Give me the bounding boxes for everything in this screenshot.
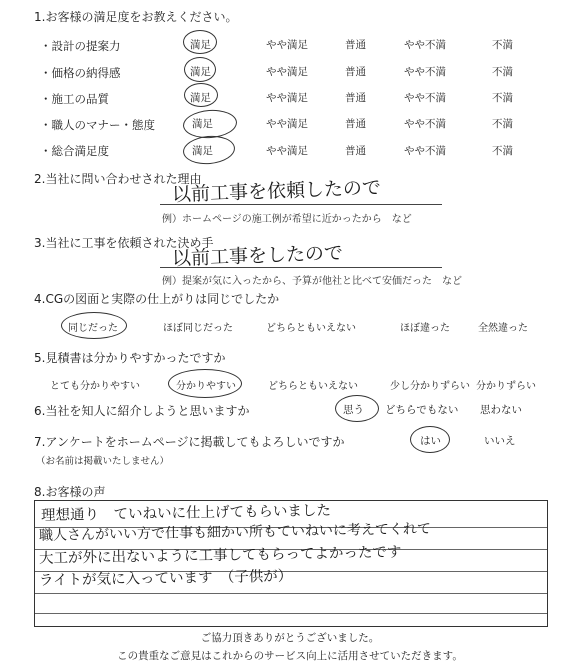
q1-item-label: ・施工の品質 bbox=[40, 92, 109, 106]
q1-title: 1.お客様の満足度をお教えください。 bbox=[34, 10, 238, 24]
q1-item-label: ・職人のマナー・態度 bbox=[40, 118, 155, 132]
q1-option-dissatisfied[interactable]: 不満 bbox=[492, 92, 513, 104]
voice-line-1: 理想通り ていねいに仕上げてもらいました bbox=[40, 502, 332, 524]
q2-example: 例）ホームページの施工例が希望に近かったから など bbox=[162, 214, 412, 225]
q7-note: （お名前は掲載いたしません） bbox=[36, 456, 170, 467]
q4-option-neither[interactable]: どちらともいえない bbox=[266, 323, 356, 334]
q4-option-same[interactable]: 同じだった bbox=[68, 323, 118, 334]
q1-option-neutral[interactable]: 普通 bbox=[345, 145, 366, 157]
q2-handwritten-answer: 以前工事を依頼したので bbox=[171, 176, 382, 206]
q1-option-somewhat-dissatisfied[interactable]: やや不満 bbox=[404, 145, 446, 157]
footer-message: この貴重なご意見はこれからのサービス向上に活用させていただきます。 bbox=[117, 650, 463, 662]
q5-option-clear[interactable]: 分かりやすい bbox=[176, 381, 236, 392]
q6-option-neither[interactable]: どちらでもない bbox=[385, 404, 459, 416]
ruled-line bbox=[35, 613, 547, 614]
q1-item-label: ・設計の提案力 bbox=[40, 39, 121, 53]
q1-option-somewhat-satisfied[interactable]: やや満足 bbox=[266, 145, 308, 157]
q8-title: 8.お客様の声 bbox=[34, 485, 106, 499]
q5-option-neither[interactable]: どちらともいえない bbox=[268, 381, 358, 392]
q1-option-satisfied[interactable]: 満足 bbox=[190, 39, 211, 51]
selection-circle bbox=[410, 426, 450, 453]
voice-line-3: 大工が外に出ないように工事してもらってよかったです bbox=[38, 544, 402, 567]
q3-answer-line bbox=[160, 267, 442, 268]
q1-option-neutral[interactable]: 普通 bbox=[345, 92, 366, 104]
q1-option-satisfied[interactable]: 満足 bbox=[190, 92, 211, 104]
q1-option-somewhat-satisfied[interactable]: やや満足 bbox=[266, 66, 308, 78]
q1-option-dissatisfied[interactable]: 不満 bbox=[492, 118, 513, 130]
selection-circle bbox=[335, 395, 379, 422]
q1-option-somewhat-satisfied[interactable]: やや満足 bbox=[266, 39, 308, 51]
q1-option-dissatisfied[interactable]: 不満 bbox=[492, 145, 513, 157]
footer-thanks: ご協力頂きありがとうございました。 bbox=[200, 632, 380, 644]
q1-option-neutral[interactable]: 普通 bbox=[345, 39, 366, 51]
q3-title: 3.当社に工事を依頼された決め手 bbox=[34, 236, 214, 250]
q5-option-unclear[interactable]: 分かりずらい bbox=[476, 381, 536, 392]
q4-option-totally-different[interactable]: 全然違った bbox=[478, 323, 528, 334]
customer-voice-box bbox=[34, 500, 548, 627]
q6-option-no[interactable]: 思わない bbox=[480, 404, 522, 416]
q1-option-somewhat-dissatisfied[interactable]: やや不満 bbox=[404, 39, 446, 51]
q4-title: 4.CGの図面と実際の仕上がりは同じでしたか bbox=[34, 292, 280, 306]
q1-option-somewhat-satisfied[interactable]: やや満足 bbox=[266, 92, 308, 104]
q1-item-label: ・価格の納得感 bbox=[40, 66, 121, 80]
q1-option-somewhat-dissatisfied[interactable]: やや不満 bbox=[404, 118, 446, 130]
q1-option-neutral[interactable]: 普通 bbox=[345, 66, 366, 78]
q7-option-yes[interactable]: はい bbox=[420, 435, 441, 447]
q4-option-almost-different[interactable]: ほぼ違った bbox=[400, 323, 450, 334]
voice-line-4: ライトが気に入っています （子供が） bbox=[38, 568, 293, 589]
selection-circle bbox=[182, 134, 236, 166]
q1-item-label: ・総合満足度 bbox=[40, 144, 109, 158]
q1-option-satisfied[interactable]: 満足 bbox=[192, 118, 213, 130]
q4-option-almost-same[interactable]: ほぼ同じだった bbox=[163, 323, 233, 334]
q1-option-somewhat-dissatisfied[interactable]: やや不満 bbox=[404, 92, 446, 104]
voice-line-2: 職人さんがいい方で仕事も細かい所もていねいに考えてくれて bbox=[38, 521, 432, 544]
q2-title: 2.当社に問い合わせされた理由 bbox=[34, 172, 202, 186]
q5-title: 5.見積書は分かりやすかったですか bbox=[34, 351, 226, 365]
q3-handwritten-answer: 以前工事をしたので bbox=[171, 242, 344, 270]
q5-option-very-clear[interactable]: とても分かりやすい bbox=[50, 381, 140, 392]
q1-option-dissatisfied[interactable]: 不満 bbox=[492, 66, 513, 78]
q7-title: 7.アンケートをホームページに掲載してもよろしいですか bbox=[34, 435, 345, 449]
q1-option-dissatisfied[interactable]: 不満 bbox=[492, 39, 513, 51]
selection-circle bbox=[184, 57, 216, 82]
selection-circle bbox=[168, 369, 242, 398]
selection-circle bbox=[184, 83, 218, 107]
ruled-line bbox=[35, 593, 547, 594]
q3-example: 例）提案が気に入ったから、予算が他社と比べて安価だった など bbox=[162, 276, 462, 287]
q6-title: 6.当社を知人に紹介しようと思いますか bbox=[34, 404, 250, 418]
q5-option-somewhat-unclear[interactable]: 少し分かりずらい bbox=[390, 381, 470, 392]
q6-option-yes[interactable]: 思う bbox=[343, 404, 364, 416]
q2-answer-line bbox=[160, 204, 442, 205]
q1-option-satisfied[interactable]: 満足 bbox=[192, 145, 213, 157]
q1-option-somewhat-satisfied[interactable]: やや満足 bbox=[266, 118, 308, 130]
selection-circle bbox=[61, 312, 127, 339]
selection-circle bbox=[183, 30, 217, 54]
q7-option-no[interactable]: いいえ bbox=[484, 435, 516, 447]
q1-option-satisfied[interactable]: 満足 bbox=[190, 66, 211, 78]
q1-option-neutral[interactable]: 普通 bbox=[345, 118, 366, 130]
q1-option-somewhat-dissatisfied[interactable]: やや不満 bbox=[404, 66, 446, 78]
